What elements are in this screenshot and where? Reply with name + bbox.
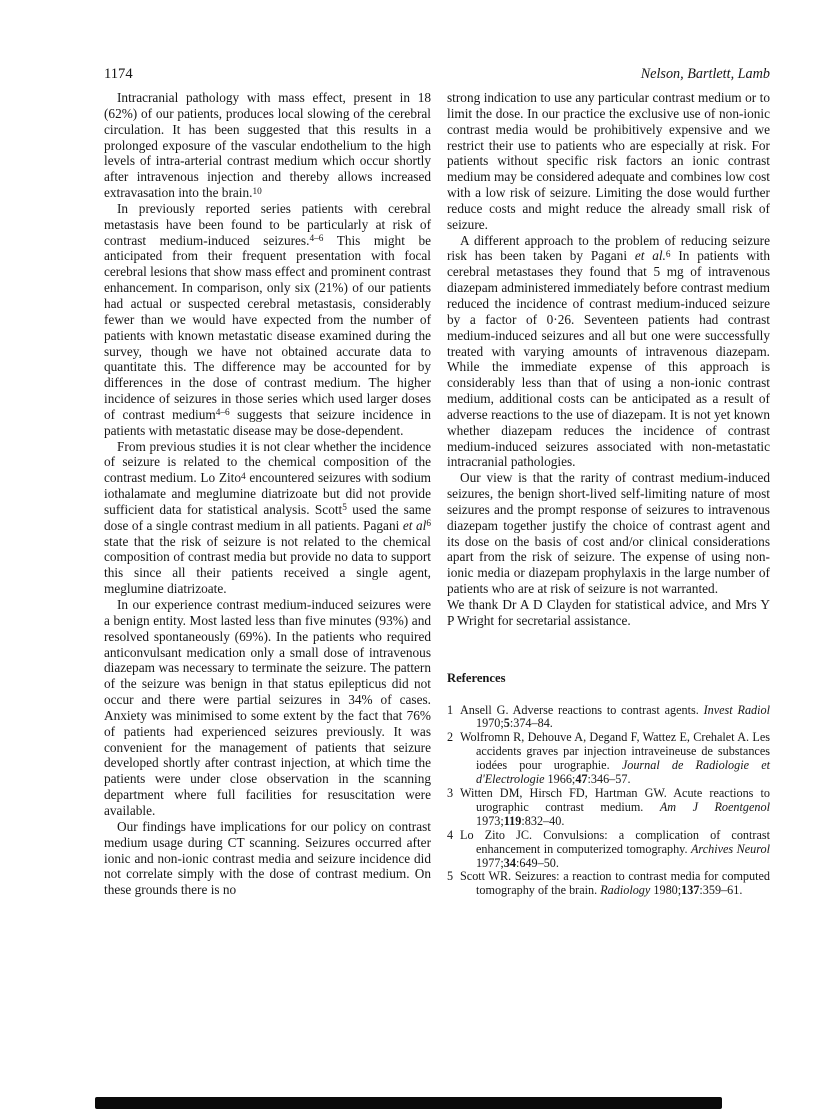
column-right (447, 90, 770, 898)
body-paragraphs-right (447, 90, 770, 597)
reference-item: 2 Wolfromn R, Dehouve A, Degand F, Wattez E, Crehalet A. Les accidents graves par injection intraveineuse de substances iodées pour urographie. Journal de Radiologie et d'Electrologie 1966;47:346–57. (447, 730, 770, 787)
reference-superscript: 6 (426, 519, 432, 530)
references-list (447, 704, 770, 899)
paragraph: Intracranial pathology with mass effect, present in 18 (62%) of our patients, produces local slowing of the cerebral circulation. It has been suggested that this results in a prolonged exposure of the vascular endothelium to the high levels of intra-arterial contrast medium which occur shortly after intravenous injection and thereby allows increased extravasation into the brain.$^{10}$ (104, 90, 431, 201)
bottom-scan-bar (95, 1097, 722, 1109)
running-head: Nelson, Bartlett, Lamb (640, 66, 770, 82)
reference-superscript: 6 (665, 249, 671, 260)
paragraph: Our view is that the rarity of contrast medium-induced seizures, the benign short-lived self-limiting nature of most seizures and the prompt response of seizures to intravenous diazepam together justify the choice of contrast agent and its dose on the basis of cost and/or clinical considerations apart from the risk of seizure. The expense of using non-ionic media or diazepam prophylaxis in the large number of patients who are at risk of seizure is not warranted. (447, 470, 770, 597)
reference-item: 1 Ansell G. Adverse reactions to contrast agents. Invest Radiol 1970;5:374–84. (447, 702, 770, 731)
italic-text: Am J Roentgenol (659, 799, 770, 814)
bold-text: 5 (503, 716, 510, 731)
paragraph: From previous studies it is not clear whether the incidence of seizure is related to the chemical composition of the contrast medium. Lo Zito$^4$ encountered seizures with sodium iothalamate and meglumine diatrizoate but did not provide sufficient data for statistical analysis. Scott$^5$ used the same dose of a single contrast medium in all patients. Pagani et $al^6$ state that the risk of seizure is not related to the chemical composition of contrast media but provide no data to support this since all their patients received a single agent, meglumine diatrizoate. (104, 438, 432, 597)
reference-number: 2 (447, 730, 454, 745)
paragraph: A different approach to the problem of reducing seizure risk has been taken by Pagani et al.$^6$ In patients with cerebral metastases they found that 5 mg of intravenous diazepam administered immediately before contrast medium reduced the incidence of contrast medium-induced seizure by a factor of 0·26. Seventeen patients had contrast medium-induced seizures and all but one were successfully treated with varying amounts of intravenous diazepam. While the immediate expense of this approach is considerably less than that of using a non-ionic contrast medium, additional costs can be anticipated as a result of adverse reactions to the use of diazepam. It is not yet known whether diazepam reduces the incidence of contrast medium-induced seizures associated with non-metastatic intracranial pathologies. (447, 232, 771, 470)
reference-number: 1 (447, 702, 454, 717)
page-header (104, 66, 770, 83)
bold-text: 47 (575, 772, 588, 787)
reference-superscript: 4–6 (215, 408, 230, 419)
paragraph: strong indication to use any particular contrast medium or to limit the dose. In our practice the exclusive use of non-ionic contrast media would be prohibitively expensive and we restrict their use to patients who are especially at risk. For patients without specific risk factors an ionic contrast medium may be considered adequate and combines low cost with a low risk of seizure. Limiting the dose would further reduce costs and might reduce the already small risk of seizure. (447, 90, 770, 232)
reference-superscript: 4–6 (309, 234, 324, 245)
reference-number: 5 (447, 869, 454, 884)
reference-superscript: 5 (342, 503, 347, 514)
italic-text: Invest Radiol (703, 702, 770, 717)
reference-number: 3 (447, 785, 454, 800)
italic-text: Journal de Radiologie et d'Electrologie (476, 758, 770, 787)
paragraph: Our findings have implications for our policy on contrast medium usage during CT scanning. Seizures occurred after ionic and non-ionic contrast media and seizure incidence did not correlate simply with the dose of contrast medium. On these grounds there is no (104, 818, 431, 898)
reference-item: 5 Scott WR. Seizures: a reaction to contrast media for computed tomography of the brain. Radiology 1980;137:359–61. (447, 869, 770, 898)
column-left (104, 90, 431, 898)
reference-item: 3 Witten DM, Hirsch FD, Hartman GW. Acute reactions to urographic contrast medium. Am J Roentgenol 1973;119:832–40. (447, 785, 770, 828)
page-number: 1174 (104, 66, 133, 82)
reference-superscript: 4 (241, 471, 246, 482)
italic-text: et al. (634, 248, 666, 264)
bold-text: 119 (503, 813, 522, 828)
italic-text: et al (402, 517, 427, 533)
italic-text: Archives Neurol (690, 841, 770, 856)
paragraph: In our experience contrast medium-induced seizures were a benign entity. Most lasted less than five minutes (93%) and resolved spontaneously (69%). In the patients who required anticonvulsant medication only a small dose of intravenous diazepam was necessary to terminate the seizure. The pattern of the seizure was benign in that status epilepticus did not occur and there were partial seizures in 34% of cases. Anxiety was minimised to some extent by the fact that 76% of patients had experienced seizures previously. It was convenient for the management of patients that seizure developed shortly after contrast injection, at which time the patients were under close observation in the scanning department where full facilities for resuscitation were available. (104, 597, 431, 818)
references-heading: References (447, 670, 506, 685)
reference-item: 4 Lo Zito JC. Convulsions: a complication of contrast enhancement in computerized tomography. Archives Neurol 1977;34:649–50. (447, 827, 770, 870)
italic-text: Radiology (600, 883, 651, 898)
bold-text: 137 (681, 883, 700, 898)
reference-number: 4 (447, 827, 454, 842)
acknowledgement: We thank Dr A D Clayden for statistical advice, and Mrs Y P Wright for secretarial assistance. (447, 597, 770, 628)
reference-superscript: 10 (252, 186, 262, 197)
bold-text: 34 (503, 855, 516, 870)
paragraph: In previously reported series patients with cerebral metastasis have been found to be particularly at risk of contrast medium-induced seizures.$^{4-6}$ This might be anticipated from their frequent presentation with focal cerebral lesions that show mass effect and prominent contrast enhancement. In comparison, only six (21%) of our patients had actual or suspected cerebral metastasis, considerably fewer than we would have expected from the number of patients with known metastatic disease examined during the survey, though we have not obtained accurate data to quantitate this. The difference may be accounted for by differences in the dose of contrast medium. The higher incidence of seizures in those series which used larger doses of contrast medium$^{4-6}$ suggests that seizure incidence in patients with metastatic disease may be dose-dependent. (104, 200, 431, 438)
